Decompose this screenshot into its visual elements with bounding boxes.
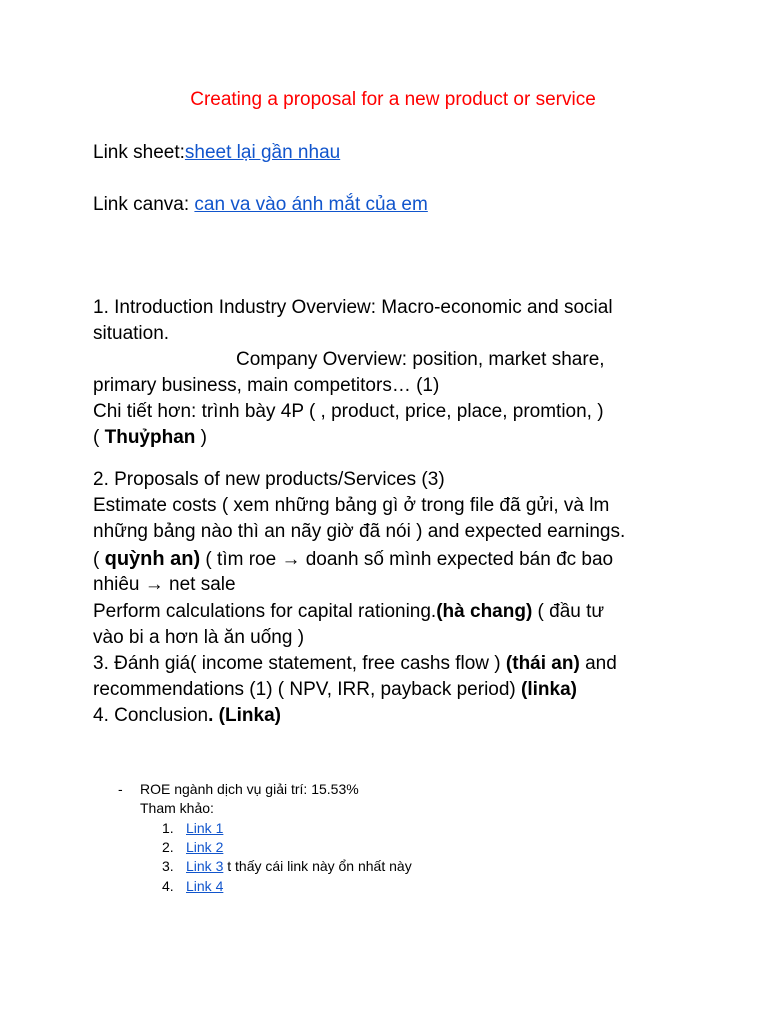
ref-link-item: [186, 877, 223, 896]
link-canva-anchor[interactable]: can va vào ánh mắt của em: [194, 194, 428, 215]
section3-line1-rest: and: [579, 653, 617, 674]
section1-line4: primary business, main competitors… (1): [93, 375, 440, 396]
ref-link[interactable]: Link 2: [186, 839, 224, 855]
reference-label: Tham khảo:: [140, 800, 214, 816]
link-canva-line: [93, 192, 428, 218]
link-sheet-label: Link sheet:: [93, 142, 185, 163]
assignee-name: (linka): [521, 679, 577, 700]
section2-line6-text: Perform calculations for capital rationing.: [93, 601, 437, 622]
assignee-name: (hà chang): [436, 601, 533, 622]
section1-line5: Chi tiết hơn: trình bày 4P ( , product, price, place, promtion, ): [93, 401, 604, 422]
ref-link-item: [186, 857, 412, 876]
section4-line: [93, 703, 281, 729]
section2-line4: [93, 546, 613, 573]
section1-line1: 1. Introduction Industry Overview: Macro-economic and social: [93, 297, 613, 318]
section4-text: 4. Conclusion: [93, 705, 209, 726]
section3-line1: [93, 651, 617, 677]
section2-line3: những bảng nào thì an nãy giờ đã nói ) and expected earnings.: [93, 521, 626, 542]
paren-open: (: [93, 549, 105, 570]
roe-note: ROE ngành dịch vụ giải trí: 15.53%: [140, 781, 359, 797]
section1-line3: Company Overview: position, market share,: [236, 349, 605, 370]
section2-line6: [93, 599, 604, 625]
section2-line2: Estimate costs ( xem những bảng gì ở trong file đã gửi, và lm: [93, 495, 610, 516]
section3-line1-text: 3. Đánh giá( income statement, free cashs flow ): [93, 653, 506, 674]
ref-link-item: [186, 838, 223, 857]
paren-close: ): [195, 427, 207, 448]
paren-open: (: [93, 427, 105, 448]
list-bullet: -: [118, 781, 123, 797]
assignee-name: Thuỷphan: [104, 427, 196, 448]
assignee-name: quỳnh an): [104, 548, 201, 570]
ref-number: 1.: [162, 820, 174, 836]
ref-link[interactable]: Link 1: [186, 820, 224, 836]
ref-link-item: [186, 819, 223, 838]
ref-link[interactable]: Link 3: [186, 858, 224, 874]
section2-line7: vào bi a hơn là ăn uống ): [93, 627, 305, 648]
ref-link[interactable]: Link 4: [186, 878, 224, 894]
assignee-name: . (Linka): [208, 705, 281, 726]
assignee-name: (thái an): [505, 653, 580, 674]
link-sheet-line: [93, 140, 340, 166]
ref-number: 3.: [162, 858, 174, 874]
link-sheet-anchor[interactable]: sheet lại gần nhau: [184, 142, 341, 163]
ref-number: 2.: [162, 839, 174, 855]
section1-line2: situation.: [93, 323, 170, 344]
ref-number: 4.: [162, 878, 174, 894]
document-title: Creating a proposal for a new product or service: [190, 89, 596, 110]
section2-line6-rest: ( đầu tư: [532, 601, 605, 622]
section3-line2: [93, 677, 577, 703]
section3-line2-text: recommendations (1) ( NPV, IRR, payback period): [93, 679, 522, 700]
link-canva-label: Link canva:: [93, 194, 195, 215]
section1-line6: [93, 425, 207, 451]
ref-link-note: t thấy cái link này ổn nhất này: [223, 858, 412, 874]
section2-line4-rest: ( tìm roe → doanh số mình expected bán đc bao: [200, 549, 614, 570]
section2-line5: nhiêu → net sale: [93, 574, 236, 595]
section2-line1: 2. Proposals of new products/Services (3): [93, 469, 445, 490]
